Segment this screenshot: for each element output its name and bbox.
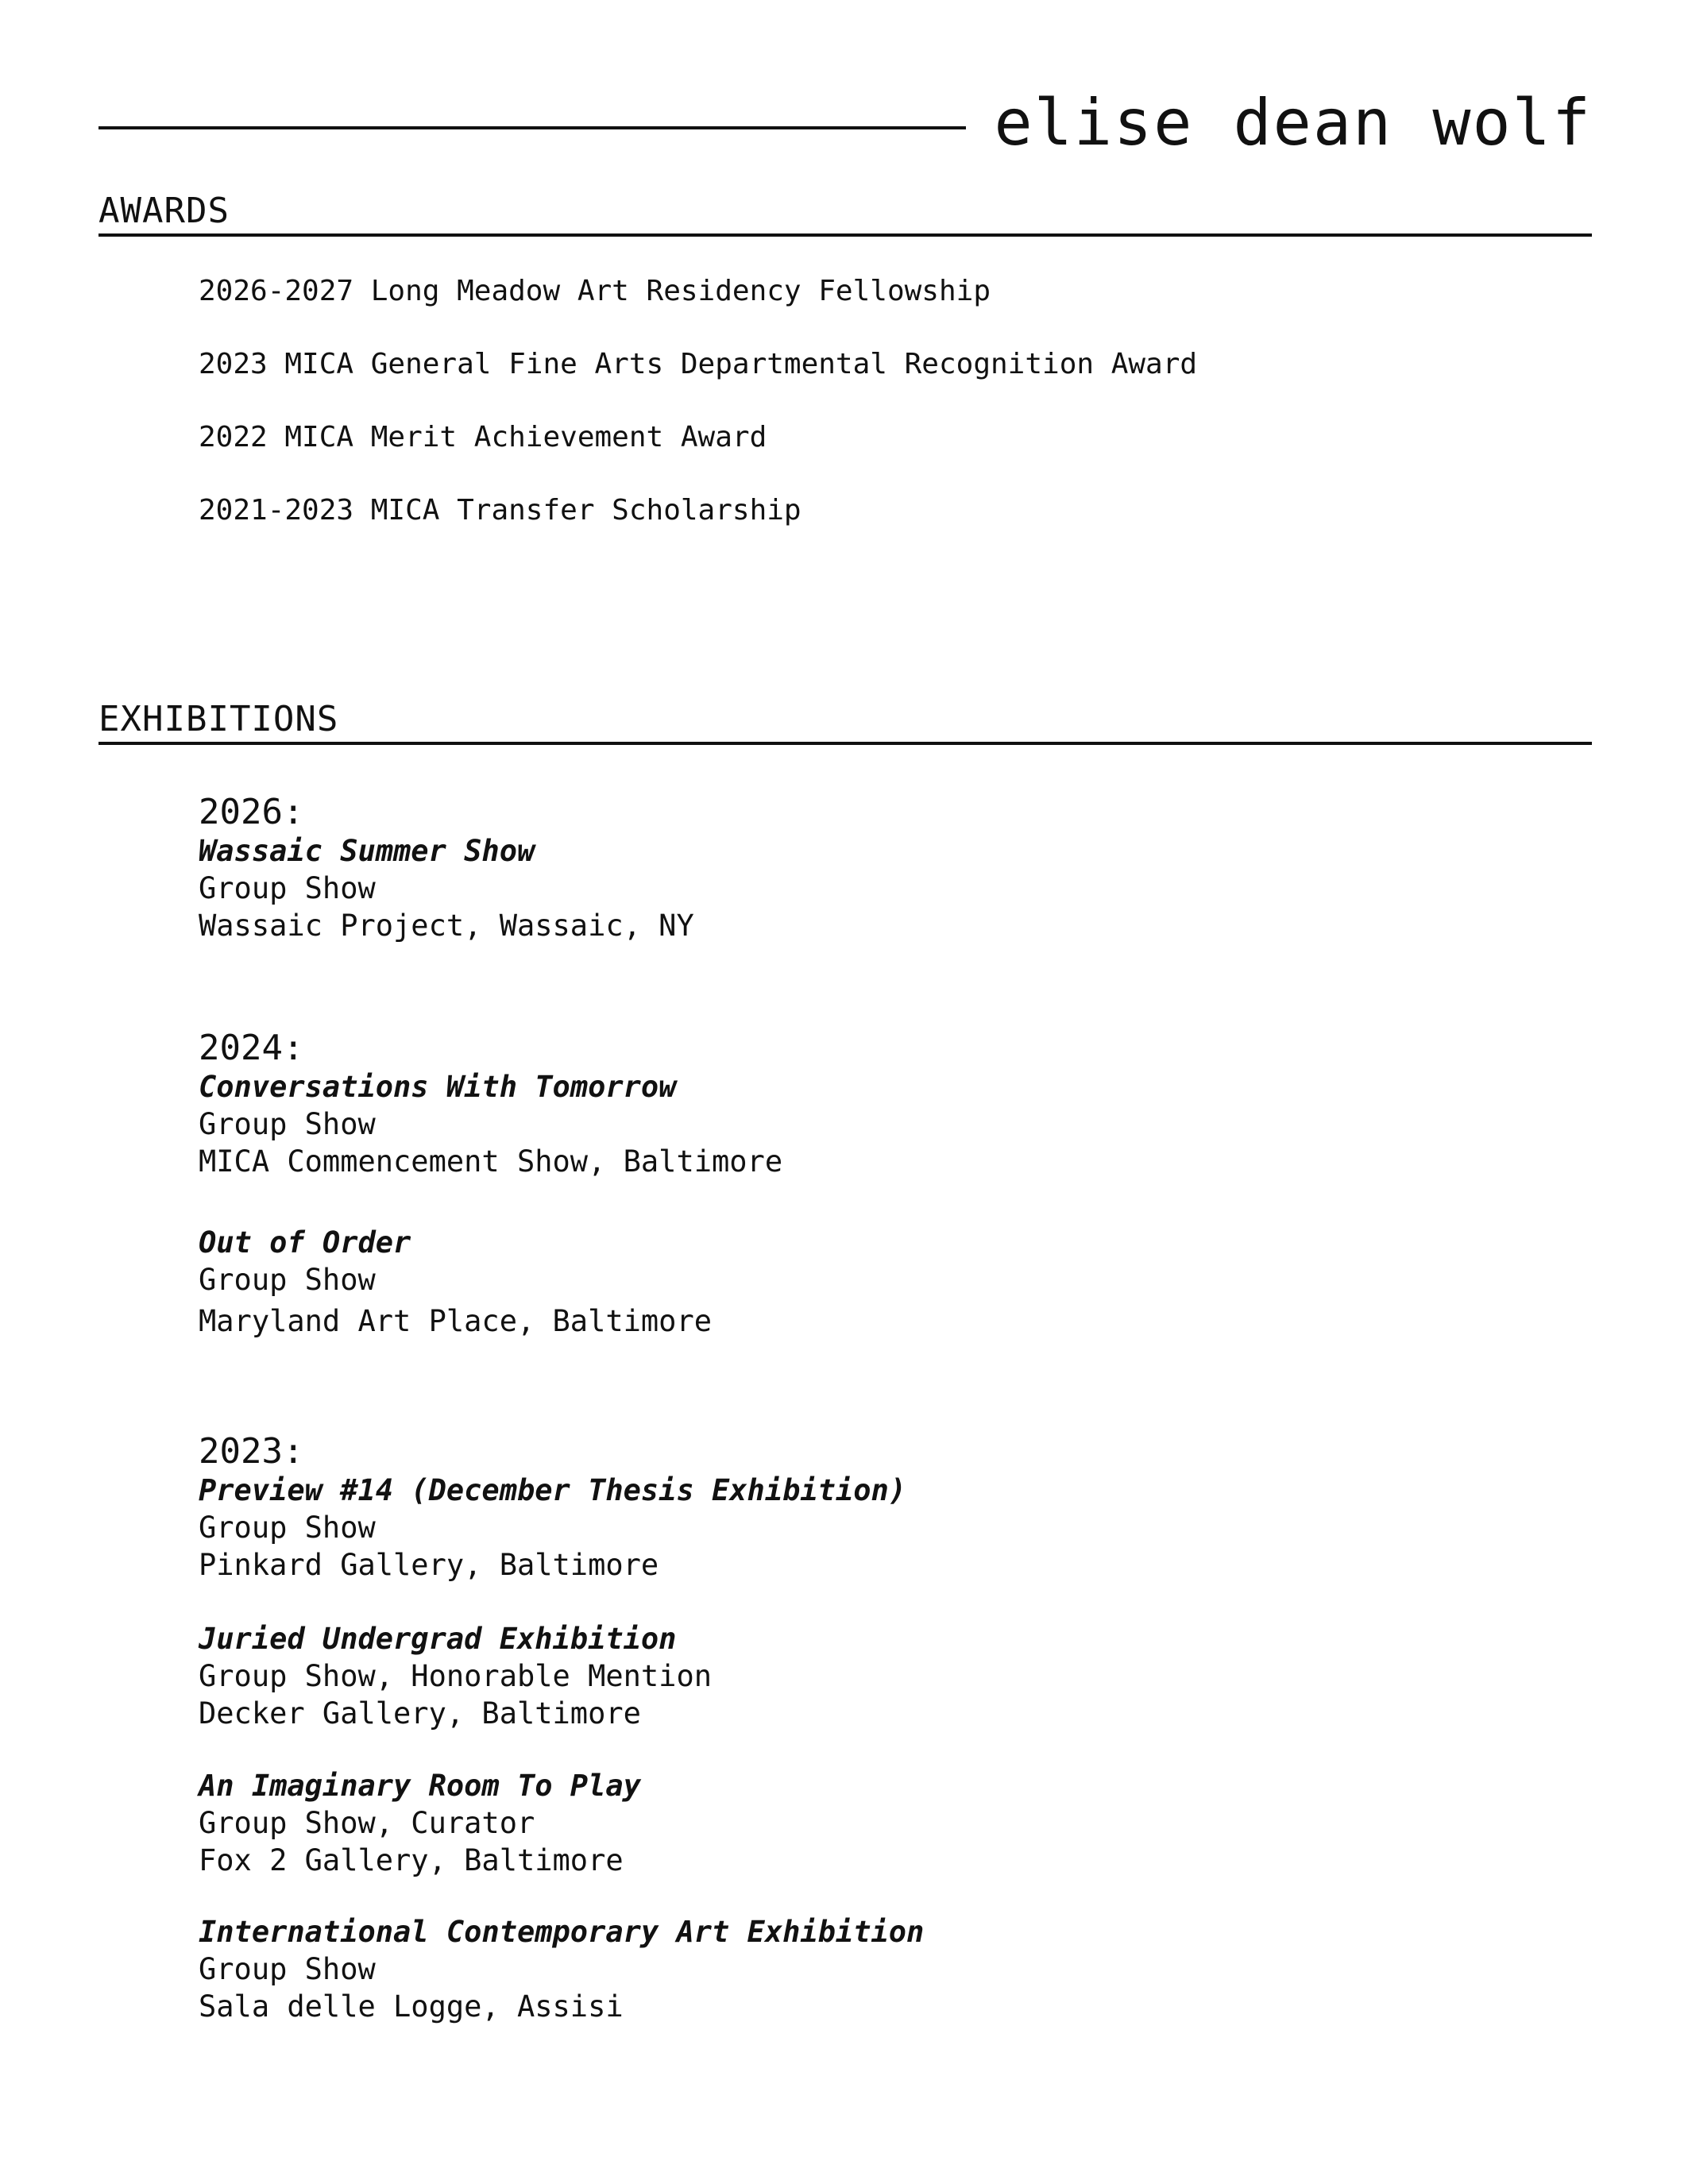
exhibition-venue: Wassaic Project, Wassaic, NY — [199, 909, 694, 943]
exhibition-entry — [199, 1472, 906, 1584]
exhibition-type: Group Show — [199, 871, 376, 905]
exhibition-entry — [199, 1767, 641, 1879]
exhibition-type: Group Show — [199, 1952, 376, 1986]
awards-title: AWARDS — [98, 191, 230, 231]
exhibition-entry — [199, 1913, 924, 2025]
exhibition-type: Group Show — [199, 1107, 376, 1141]
exhibition-venue: MICA Commencement Show, Baltimore — [199, 1144, 783, 1179]
exhibition-year: 2024: — [199, 1028, 304, 1068]
artist-name: elise dean wolf — [994, 86, 1592, 160]
exhibition-type: Group Show — [199, 1263, 376, 1297]
exhibition-entry — [199, 832, 694, 944]
exhibition-title: Juried Undergrad Exhibition — [199, 1622, 677, 1656]
exhibition-title: An Imaginary Room To Play — [199, 1769, 641, 1803]
exhibition-year: 2026: — [199, 792, 304, 832]
exhibition-venue: Fox 2 Gallery, Baltimore — [199, 1843, 624, 1877]
exhibitions-section-header — [98, 697, 1592, 745]
award-item: 2022 MICA Merit Achievement Award — [199, 421, 767, 453]
exhibition-type: Group Show, Honorable Mention — [199, 1659, 713, 1693]
header-rule — [98, 126, 966, 129]
exhibition-title: International Contemporary Art Exhibition — [199, 1915, 925, 1949]
awards-section-header — [98, 189, 1592, 237]
exhibition-title: Wassaic Summer Show — [199, 834, 535, 868]
exhibition-entry — [199, 1224, 712, 1340]
exhibition-type: Group Show — [199, 1511, 376, 1545]
exhibition-venue: Maryland Art Place, Baltimore — [199, 1304, 713, 1338]
exhibition-venue: Pinkard Gallery, Baltimore — [199, 1548, 659, 1582]
exhibition-title: Conversations With Tomorrow — [199, 1070, 677, 1104]
exhibition-venue: Decker Gallery, Baltimore — [199, 1696, 641, 1731]
page-header — [98, 79, 1592, 167]
exhibition-year: 2023: — [199, 1431, 304, 1472]
exhibition-title: Preview #14 (December Thesis Exhibition) — [199, 1473, 907, 1507]
exhibition-venue: Sala delle Logge, Assisi — [199, 1989, 624, 2024]
exhibition-type: Group Show, Curator — [199, 1806, 535, 1840]
exhibition-entry — [199, 1068, 782, 1180]
exhibitions-rule — [98, 742, 1592, 745]
exhibitions-title: EXHIBITIONS — [98, 699, 339, 739]
awards-rule — [98, 233, 1592, 237]
award-item: 2023 MICA General Fine Arts Departmental Recognition Award — [199, 348, 1198, 380]
award-item: 2026-2027 Long Meadow Art Residency Fellowship — [199, 275, 991, 307]
exhibition-title: Out of Order — [199, 1225, 411, 1260]
exhibition-entry — [199, 1620, 712, 1732]
award-item: 2021-2023 MICA Transfer Scholarship — [199, 494, 802, 527]
